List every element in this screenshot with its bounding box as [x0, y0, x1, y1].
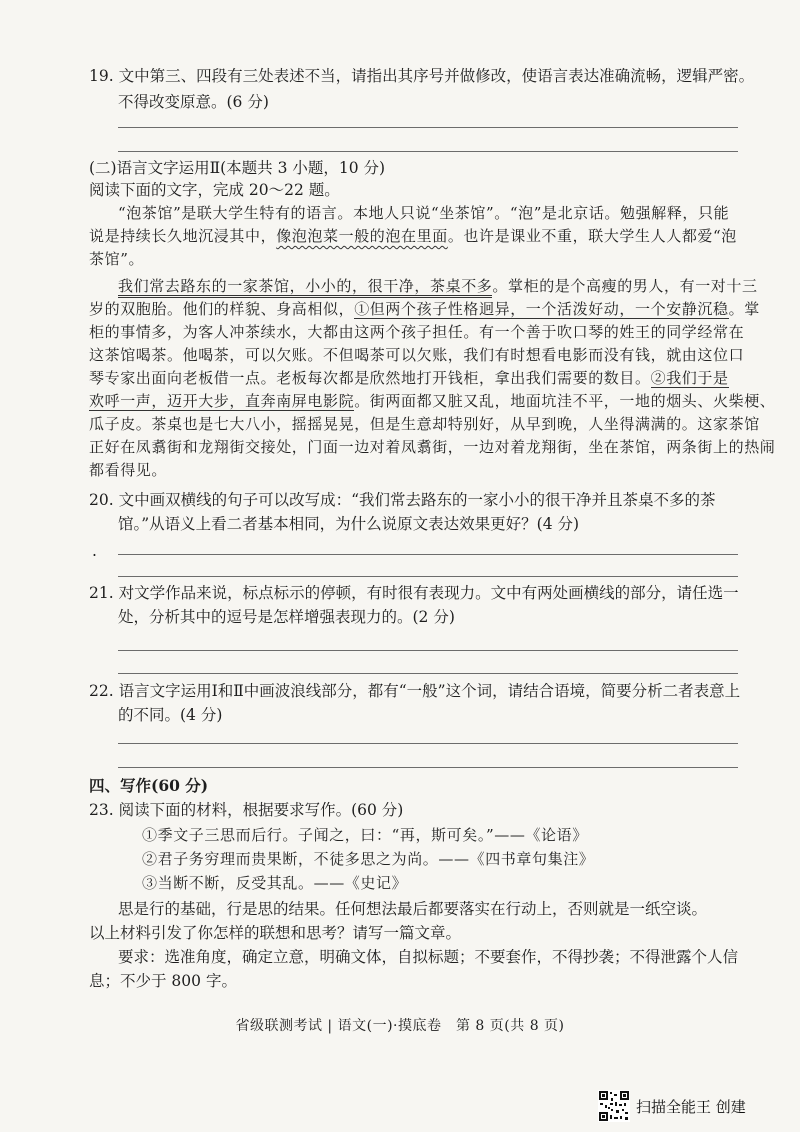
passage-line: “泡茶馆”是联大学生特有的语言。本地人只说“坐茶馆”。“泡”是北京话。勉强解释，只能	[118, 204, 730, 222]
passage-line: 瓜子皮。茶桌也是七大八小，摇摇晃晃，但是生意却特别好，从早到晚，人坐得满满的。这家茶馆	[89, 415, 760, 433]
underlined-sentence-1: ①但两个孩子性格迥异，一个活泼好动，一个安静沉稳	[354, 300, 729, 318]
wavy-underlined-phrase: 像泡泡菜一般的泡在里面	[276, 227, 448, 245]
passage-line: 正好在凤翥街和龙翔街交接处，门面一边对着凤翥街，一边对着龙翔街，坐在茶馆，两条街上的热闹	[89, 438, 776, 456]
q20-line1: 20. 文中画双横线的句子可以改写成：“我们常去路东的一家小小的很干净并且茶桌不多的茶	[89, 491, 716, 509]
passage-line: 茶馆”。	[89, 250, 145, 268]
passage-text: 。掌	[728, 300, 760, 318]
q19-answer-line-2	[118, 151, 738, 152]
section4-title: 四、写作(60 分)	[89, 776, 209, 795]
passage-line	[118, 276, 758, 296]
passage-line	[89, 391, 775, 411]
passage-line: 这茶馆喝茶。他喝茶，可以欠账。不但喝茶可以欠账，我们有时想看电影而没有钱，就由这位口	[89, 346, 745, 364]
passage-text: 。也许是课业不重，联大学生人人都爱“泡	[447, 227, 737, 245]
passage-text: 说是持续长久地沉浸其中，	[89, 227, 277, 245]
passage-line	[89, 299, 760, 319]
q20-line2: 馆。”从语义上看二者基本相同，为什么说原文表达效果更好？(4 分)	[118, 515, 580, 533]
q23-material-item: ①季文子三思而后行。子闻之，曰：“再，斯可矣。”——《论语》	[142, 826, 588, 844]
q20-answer-line-2	[118, 576, 738, 577]
section2-instruction: 阅读下面的文字，完成 20～22 题。	[89, 181, 340, 199]
q23-material-item: ③当断不断，反受其乱。——《史记》	[142, 874, 408, 892]
double-underlined-sentence: 我们常去路东的一家茶馆，小小的，很干净，茶桌不多	[118, 277, 492, 298]
page-footer: 省级联测考试 | 语文(一)·摸底卷 第 8 页(共 8 页)	[235, 1018, 565, 1034]
q22-line1: 22. 语言文字运用Ⅰ和Ⅱ中画波浪线部分，都有“一般”这个词，请结合语境，简要分析二者表意上	[89, 682, 741, 700]
q19-line1: 19. 文中第三、四段有三处表述不当，请指出其序号并做修改，使语言表达准确流畅，逻辑严密。	[89, 67, 755, 85]
underlined-sentence-2a: ②我们于是	[650, 369, 729, 387]
q22-line2: 的不同。(4 分)	[118, 706, 223, 724]
underlined-sentence-2b: 欢呼一声，迈开大步，直奔南屏电影院	[89, 392, 355, 410]
q21-answer-line-1	[118, 650, 738, 651]
q22-answer-line-2	[118, 767, 738, 768]
q23-material-item: ②君子务穷理而贵果断，不徒多思之为尚。——《四书章句集注》	[142, 850, 595, 868]
q23-requirements-line: 息；不少于 800 字。	[89, 972, 237, 990]
qr-code-icon	[598, 1090, 630, 1122]
q21-line2: 处，分析其中的逗号是怎样增强表现力的。(2 分)	[118, 608, 455, 626]
q19-line2: 不得改变原意。(6 分)	[118, 93, 269, 111]
scanner-stamp-text: 扫描全能王 创建	[636, 1098, 746, 1116]
section2-title: (二)语言文字运用Ⅱ(本题共 3 小题，10 分)	[89, 159, 386, 177]
q20-answer-line-1	[118, 554, 738, 555]
passage-line	[89, 368, 729, 388]
passage-line	[89, 226, 737, 246]
passage-text: 。掌柜的是个高瘦的男人，有一对十三	[492, 277, 758, 295]
q22-answer-line-1	[118, 743, 738, 744]
q23-line1: 23. 阅读下面的材料，根据要求写作。(60 分)	[89, 801, 404, 819]
q20-dot: .	[92, 542, 97, 560]
q21-answer-line-2	[118, 673, 738, 674]
passage-text: 。街两面都又脏又乱，地面坑洼不平，一地的烟头、火柴梗、	[354, 392, 776, 410]
passage-text: 岁的双胞胎。他们的样貌、身高相似，	[89, 300, 355, 318]
passage-text: 琴专家出面向老板借一点。老板每次都是欣然地打开钱柜，拿出我们需要的数目。	[89, 369, 651, 387]
passage-line: 柜的事情多，为客人冲茶续水，大都由这两个孩子担任。有一个善于吹口琴的姓王的同学经常在	[89, 323, 745, 341]
q23-paragraph-line: 以上材料引发了你怎样的联想和思考？请写一篇文章。	[89, 924, 462, 942]
q23-paragraph-line: 思是行的基础，行是思的结果。任何想法最后都要落实在行动上，否则就是一纸空谈。	[118, 900, 708, 918]
q23-requirements-line: 要求：选准角度，确定立意，明确文体，自拟标题；不要套作，不得抄袭；不得泄露个人信	[118, 948, 739, 966]
scanner-stamp	[598, 1090, 768, 1124]
q21-line1: 21. 对文学作品来说，标点标示的停顿，有时很有表现力。文中有两处画横线的部分，请任选一	[89, 584, 739, 602]
passage-line: 都看得见。	[89, 461, 168, 479]
q19-answer-line-1	[118, 127, 738, 128]
